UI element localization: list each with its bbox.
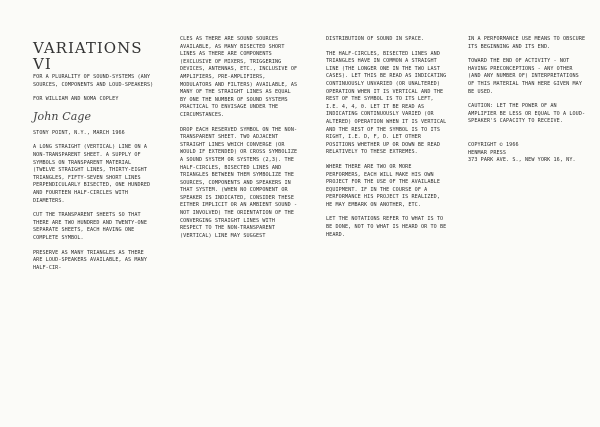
paragraph: CAUTION: LET THE POWER OF AN AMPLIFIER BE LESS OR EQUAL TO A LOUD-SPEAKER'S CAPACITY TO RECEIVE. [468, 103, 586, 125]
paragraph: CUT THE TRANSPARENT SHEETS SO THAT THERE ARE TWO HUNDRED AND TWENTY-ONE SEPARATE SHEETS, EACH HAVING ONE COMPLETE SYMBOL. [33, 212, 148, 241]
copyright-block [468, 142, 588, 165]
publisher-address: 373 PARK AVE. S., NEW YORK 16, NY. [468, 157, 576, 164]
paragraph: WHERE THERE ARE TWO OR MORE PERFORMERS, EACH WILL MAKE HIS OWN PROJECT FOR THE USE OF THE AVAILABLE EQUIPMENT. IF IN THE COURSE OF A PERFORMANCE HIS PROJECT IS REALIZED, HE MAY EMBARK ON ANOTHER, ETC. [326, 163, 441, 208]
paragraph: IN A PERFORMANCE USE MEANS TO OBSCURE ITS BEGINNING AND ITS END. [468, 36, 586, 50]
text-column-4 [468, 36, 588, 165]
paragraph: THE HALF-CIRCLES, BISECTED LINES AND TRIANGLES HAVE IN COMMON A STRAIGHT LINE (THE LONGER ONE IN THE TWO LAST CASES). LET THIS BE READ AS INDICATING CONTINUOUSLY UNVARIED (OR UNALTERED) OPERATION WHEN IT IS VERTICAL AND THE REST OF THE SYMBOL IS TO ITS LEFT, I.E. 4, 4, 0. LET IT BE READ AS INDICATING CONTINUOUSLY VARIED (OR ALTERED) OPERATION WHEN IT IS VERTICAL AND THE REST OF THE SYMBOL IS TO ITS RIGHT, I.E. D, F, D. LET OTHER POSITIONS WHETHER UP OR DOWN BE READ RELATIVELY TO THESE EXTREMES. [326, 50, 447, 156]
signature: John Cage [33, 109, 92, 123]
paragraph: TOWARD THE END OF ACTIVITY - NOT HAVING PRECONCEPTIONS - ANY OTHER (AND ANY NUMBER OF) INTERPRETATIONS OF THIS MATERIAL THAN HERE GIVEN MAY BE USED. [468, 58, 583, 95]
page-title: VARIATIONS VI [33, 39, 143, 73]
paragraph: PRESERVE AS MANY TRIANGLES AS THERE ARE LOUD-SPEAKERS AVAILABLE, AS MANY HALF-CIR- [33, 249, 148, 271]
text-column-1 [33, 40, 155, 279]
text-column-3 [326, 36, 448, 246]
subtitle: FOR A PLURALITY OF SOUND-SYSTEMS (ANY SOURCES, COMPONENTS AND LOUD-SPEAKERS) [33, 74, 154, 88]
copyright-line: COPYRIGHT © 1966 [468, 141, 519, 148]
paragraph: A LONG STRAIGHT (VERTICAL) LINE ON A NON-TRANSPARENT SHEET. A SUPPLY OF SYMBOLS ON TRANSPARENT MATERIAL (TWELVE STRAIGHT LINES, THIRTY-EIGHT TRIANGLES, FIFTY-SEVEN SHORT LINES PERPENDICULARLY BISECTED, ONE HUNDRED AND FOURTEEN HALF-CIRCLES WITH DIAMETERS. [33, 144, 151, 204]
text-column-2 [180, 36, 300, 247]
publisher-name: HENMAR PRESS [468, 149, 507, 156]
paragraph: LET THE NOTATIONS REFER TO WHAT IS TO BE DONE, NOT TO WHAT IS HEARD OR TO BE HEARD. [326, 216, 447, 238]
place-date: STONY POINT, N.Y., MARCH 1966 [33, 129, 125, 136]
dedication: FOR WILLIAM AND NOMA COPLEY [33, 96, 119, 103]
paragraph: CLES AS THERE ARE SOUND SOURCES AVAILABLE, AS MANY BISECTED SHORT LINES AS THERE ARE COMPONENTS (EXCLUSIVE OF MIXERS, TRIGGERING DEVICES, ANTENNAS, ETC., INCLUSIVE OF AMPLIFIERS, PRE-AMPLIFIERS, MODULATORS AND FILTERS) AVAILABLE, AS MANY OF THE STRAIGHT LINES AS EQUAL BY ONE THE NUMBER OF SOUND SYSTEMS PRACTICAL TO ENVISAGE UNDER THE CIRCUMSTANCES. [180, 36, 298, 118]
paragraph: DROP EACH RESERVED SYMBOL ON THE NON-TRANSPARENT SHEET. TWO ADJACENT STRAIGHT LINES WHICH CONVERGE (OR WOULD IF EXTENDED) OR CROSS SYMBOLIZE A SOUND SYSTEM OR SYSTEMS (2,3). THE HALF-CIRCLES, BISECTED LINES AND TRIANGLES BETWEEN THEM SYMBOLIZE THE SOURCES, COMPONENTS AND SPEAKERS IN THAT SYSTEM. (WHEN NO COMPONENT OR SPEAKER IS INDICATED, CONSIDER THESE EITHER IMPLICIT OR AN AMBIENT SOUND - NOT INVOLVED) THE ORIENTATION OF THE CONVERGING STRAIGHT LINES WITH RESPECT TO THE NON-TRANSPARENT (VERTICAL) LINE MAY SUGGEST [180, 126, 298, 239]
paragraph: DISTRIBUTION OF SOUND IN SPACE. [326, 36, 425, 42]
